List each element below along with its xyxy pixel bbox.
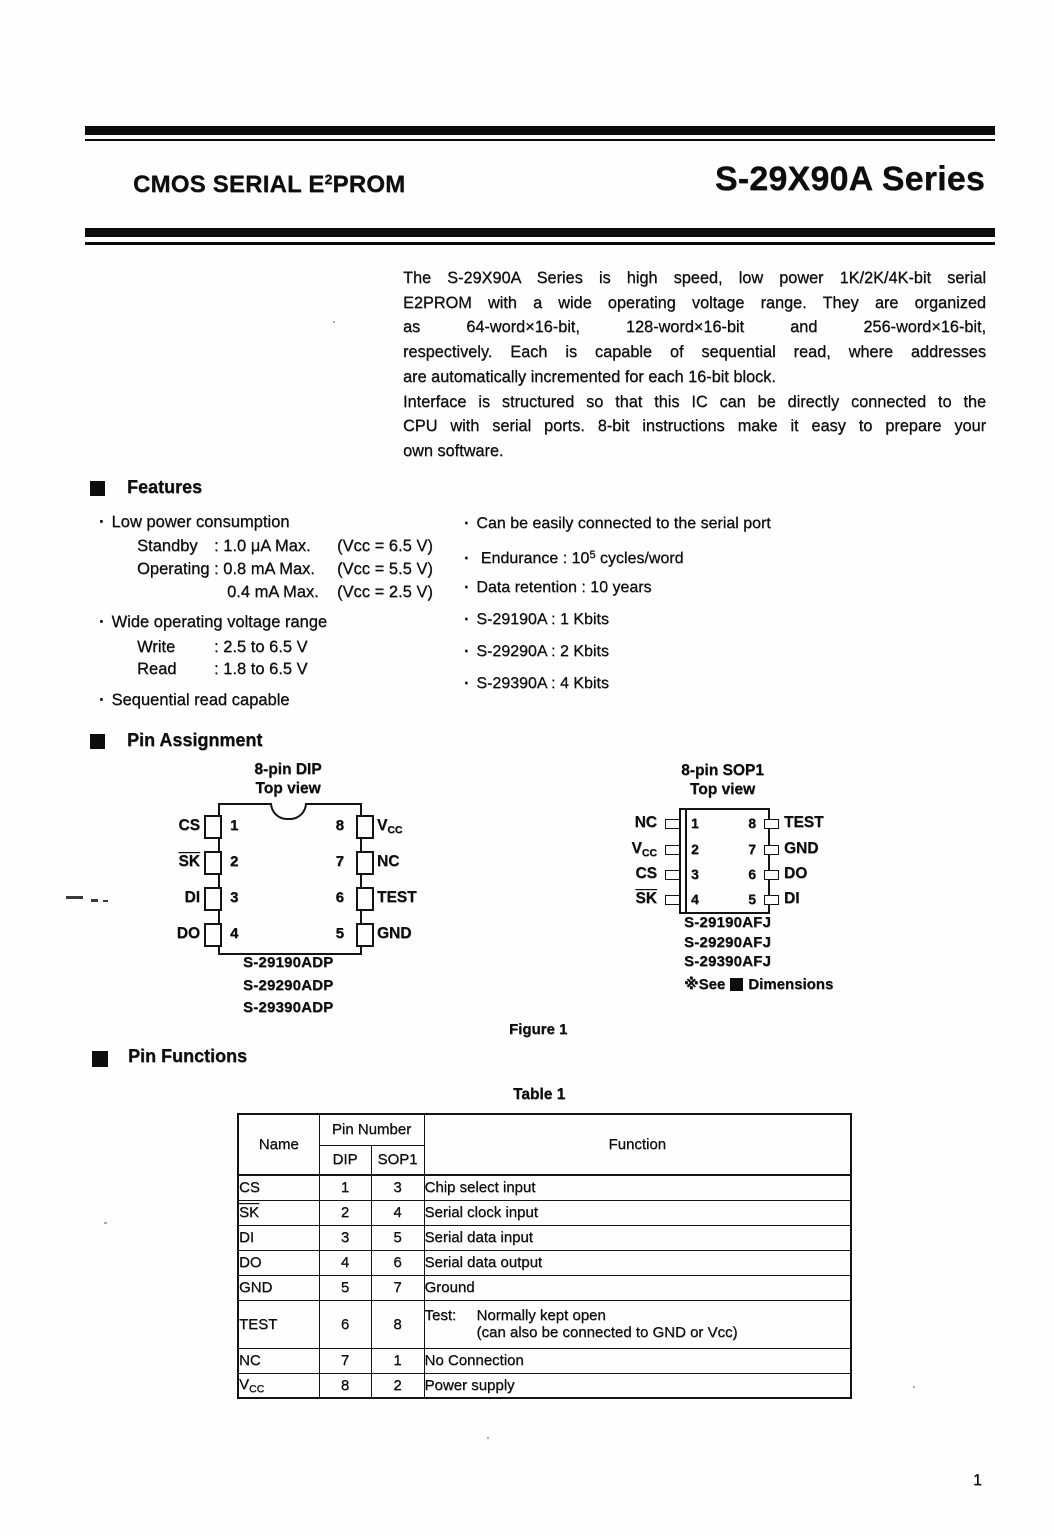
sop-pin-box-6 xyxy=(764,870,779,880)
feature-sub-row xyxy=(137,637,308,658)
header-rule-thick xyxy=(85,228,995,237)
feature-sub-value: : 2.5 to 6.5 V xyxy=(214,638,308,656)
function-cell: Power supply xyxy=(424,1373,851,1398)
top-rule-thick xyxy=(85,126,995,135)
sk-overline-text: $\overline{SK}$ xyxy=(178,853,200,870)
pin-number: 2 xyxy=(230,853,239,870)
col-header-function: Function xyxy=(424,1114,851,1175)
sop-package-title xyxy=(660,761,785,799)
pin-name-cell: DI xyxy=(238,1225,319,1250)
dip-part-numbers xyxy=(243,952,333,1020)
function-cell: Serial clock input xyxy=(424,1200,851,1225)
dip-number-cell: 2 xyxy=(319,1200,371,1225)
sop-pin-box-5 xyxy=(764,895,779,905)
table-row-sk xyxy=(238,1200,851,1225)
pin-label-test: TEST xyxy=(784,814,824,831)
intro-paragraph xyxy=(403,266,986,464)
part-number: S-29290ADP xyxy=(243,976,334,994)
section-square-icon xyxy=(90,734,105,749)
sop-pin-box-8 xyxy=(764,819,779,829)
pin-label-vcc xyxy=(377,816,403,840)
feature-sub-row xyxy=(137,536,433,557)
feature-sub-label: Operating xyxy=(137,560,210,578)
pin-number: 1 xyxy=(230,817,239,834)
feature-sub-condition: (Vcc = 5.5 V) xyxy=(337,560,433,578)
pin-name-cell: TEST xyxy=(238,1300,319,1348)
pin-label-sk xyxy=(148,852,200,872)
pin-name-cell xyxy=(238,1200,319,1225)
dimensions-square-icon xyxy=(730,978,743,991)
pin-number: 7 xyxy=(748,841,756,857)
dip-pin-box-7 xyxy=(356,851,374,875)
top-rule-thin xyxy=(85,139,995,141)
pin-number: 7 xyxy=(335,853,344,870)
pin-label-sk xyxy=(598,889,657,909)
feature-item-sequential-read: · Sequential read capable xyxy=(99,690,289,711)
intro-line: own software. xyxy=(403,441,504,460)
pin-label-do: DO xyxy=(784,865,808,882)
dip-pin-box-6 xyxy=(356,887,374,911)
feature-item-model-4k: · S-29390A : 4 Kbits xyxy=(464,673,609,694)
intro-line: are automatically incremented for each 16-bit block. xyxy=(403,367,776,386)
vcc-text: V xyxy=(631,840,642,857)
function-cell: Serial data output xyxy=(424,1250,851,1275)
feature-sub-condition: (Vcc = 2.5 V) xyxy=(337,583,433,601)
feature-sub-label: Write xyxy=(137,638,176,656)
feature-item-model-1k: · S-29190A : 1 Kbits xyxy=(464,609,609,630)
scan-speck xyxy=(913,1386,915,1388)
feature-sub-value: : 1.8 to 6.5 V xyxy=(214,660,308,678)
table-row-do xyxy=(238,1250,851,1275)
scan-artifact xyxy=(91,899,98,902)
sop-subtitle: Top view xyxy=(689,781,756,798)
pin-number: 8 xyxy=(748,815,756,831)
pin-label-gnd: GND xyxy=(784,840,819,857)
sop-number-cell: 8 xyxy=(371,1300,424,1348)
function-cell: Ground xyxy=(424,1275,851,1300)
table-row-test xyxy=(238,1300,851,1348)
feature-sub-label xyxy=(137,582,214,603)
dip-pin-box-8 xyxy=(356,815,374,839)
scan-speck xyxy=(487,1437,489,1439)
pin-label-cs: CS xyxy=(178,817,200,834)
function-cell: Chip select input xyxy=(424,1175,851,1200)
vcc-subscript: CC xyxy=(387,824,403,836)
intro-line: E2PROM with a wide operating voltage range. They are organized xyxy=(403,293,986,312)
feature-sub-label: Standby xyxy=(137,537,198,555)
note-dimensions-text: Dimensions xyxy=(748,975,834,993)
feature-sub-value: : 0.8 mA Max. xyxy=(214,560,315,578)
vcc-text: V xyxy=(377,817,388,834)
document-type-title xyxy=(133,171,405,199)
sop-part-numbers xyxy=(684,913,771,972)
section-square-icon xyxy=(92,1051,108,1067)
pin-label-di: DI xyxy=(184,889,200,906)
sop-pin-box-4 xyxy=(665,895,680,905)
endurance-text-post: cycles/word xyxy=(595,550,684,567)
intro-line: respectively. Each is capable of sequential read, where addresses xyxy=(403,343,986,362)
function-cell: No Connection xyxy=(424,1348,851,1373)
pin-number: 4 xyxy=(230,925,239,942)
pin-name-cell: NC xyxy=(238,1348,319,1373)
test-line1: Normally kept open xyxy=(476,1307,606,1324)
table-row-vcc xyxy=(238,1373,851,1398)
sop-pin-box-7 xyxy=(764,845,779,855)
pin-number: 4 xyxy=(691,891,699,907)
pin-label-test: TEST xyxy=(377,889,417,906)
table-caption: Table 1 xyxy=(513,1086,566,1103)
document-type-text: CMOS SERIAL E xyxy=(133,171,325,198)
col-header-sop: SOP1 xyxy=(371,1145,424,1175)
intro-line: Interface is structured so that this IC can be directly connected to the xyxy=(403,392,986,411)
vcc-text: V xyxy=(239,1375,250,1393)
col-header-dip: DIP xyxy=(319,1145,371,1175)
scan-artifact xyxy=(103,900,108,902)
endurance-text: Endurance : 10 xyxy=(480,550,590,567)
section-square-icon xyxy=(90,481,105,496)
col-header-name: Name xyxy=(238,1114,319,1175)
dip-number-cell: 1 xyxy=(319,1175,371,1200)
dip-number-cell: 5 xyxy=(319,1275,371,1300)
sop-number-cell: 7 xyxy=(371,1275,424,1300)
figure-caption: Figure 1 xyxy=(509,1021,568,1038)
sop-pin-box-2 xyxy=(665,845,680,855)
sop-number-cell: 3 xyxy=(371,1175,424,1200)
dip-title: 8-pin DIP xyxy=(254,761,322,778)
table-row-nc xyxy=(238,1348,851,1373)
sop-number-cell: 5 xyxy=(371,1225,424,1250)
see-dimensions-note xyxy=(684,975,833,993)
part-number: S-29390ADP xyxy=(243,999,334,1016)
pin-number: 6 xyxy=(748,866,756,882)
dip-subtitle: Top view xyxy=(255,780,321,797)
intro-line: The S-29X90A Series is high speed, low power 1K/2K/4K-bit serial xyxy=(403,269,986,287)
test-label: Test: xyxy=(424,1307,457,1324)
pin-label-do: DO xyxy=(176,925,200,942)
pin-number: 3 xyxy=(230,889,239,906)
pin-number: 5 xyxy=(335,925,344,942)
col-header-pin-number: Pin Number xyxy=(319,1114,424,1145)
pin-label-gnd: GND xyxy=(377,925,412,942)
sk-overline-text: $\overline{SK}$ xyxy=(635,890,657,907)
table-row-gnd xyxy=(238,1275,851,1300)
feature-sub-value: 0.4 mA Max. xyxy=(227,583,319,601)
feature-item-data-retention: · Data retention : 10 years xyxy=(464,577,652,598)
intro-line: CPU with serial ports. 8-bit instructions make it easy to prepare your xyxy=(403,417,986,436)
scan-artifact xyxy=(66,896,83,899)
sop-title: 8-pin SOP1 xyxy=(681,762,764,779)
endurance-exponent: 5 xyxy=(589,549,596,561)
sop-pin-box-3 xyxy=(665,870,680,880)
pin-functions-table xyxy=(237,1113,852,1399)
pin-number: 6 xyxy=(335,889,344,906)
feature-item-endurance xyxy=(464,545,683,569)
feature-sub-label: Read xyxy=(137,660,177,678)
scan-speck xyxy=(104,1222,107,1224)
feature-item-serial-port: · Can be easily connected to the serial port xyxy=(464,513,771,534)
page-number: 1 xyxy=(973,1472,982,1489)
dip-number-cell: 8 xyxy=(319,1373,371,1398)
sk-overline-text: $\overline{SK}$ xyxy=(239,1204,260,1221)
table-row-di xyxy=(238,1225,851,1250)
sop-pin-box-1 xyxy=(665,819,680,829)
intro-line: as 64-word×16-bit, 128-word×16-bit and 256-word×16-bit, xyxy=(403,318,986,337)
series-title: S-29X90A Series xyxy=(714,160,985,198)
pin-name-cell xyxy=(238,1373,319,1398)
pin-functions-heading: Pin Functions xyxy=(128,1046,247,1066)
feature-item-model-2k: · S-29290A : 2 Kbits xyxy=(464,641,609,662)
sop-number-cell: 2 xyxy=(371,1373,424,1398)
function-cell xyxy=(424,1300,851,1348)
pin-number: 8 xyxy=(335,817,344,834)
vcc-subscript: CC xyxy=(249,1382,265,1395)
features-heading: Features xyxy=(127,477,203,497)
scan-speck xyxy=(333,321,335,323)
feature-sub-value: : 1.0 μA Max. xyxy=(214,537,311,555)
table-row-cs xyxy=(238,1175,851,1200)
pin-label-nc: NC xyxy=(634,814,657,831)
header-rule-thin xyxy=(85,242,995,245)
pin-number: 1 xyxy=(691,815,699,831)
test-line2: (can also be connected to GND or Vcc) xyxy=(476,1324,738,1341)
sop-number-cell: 1 xyxy=(371,1348,424,1373)
pin-name-cell: CS xyxy=(238,1175,319,1200)
feature-sub-row xyxy=(137,559,433,580)
pin-label-nc: NC xyxy=(377,853,400,870)
sop-number-cell: 6 xyxy=(371,1250,424,1275)
vcc-subscript: CC xyxy=(641,847,657,859)
dip-package-title xyxy=(218,760,358,798)
part-number: S-29390AFJ xyxy=(684,953,772,970)
feature-sub-row xyxy=(137,582,433,603)
pin-name-cell: GND xyxy=(238,1275,319,1300)
pin-number: 2 xyxy=(691,841,699,857)
dip-pin-box-4 xyxy=(204,923,222,947)
dip-pin-box-2 xyxy=(204,851,222,875)
part-number: S-29190ADP xyxy=(243,954,334,971)
pin-number: 5 xyxy=(748,891,756,907)
pin-assignment-heading: Pin Assignment xyxy=(127,730,263,750)
feature-item-low-power: · Low power consumption xyxy=(99,512,289,533)
pin-number: 3 xyxy=(691,866,699,882)
document-type-text-post: PROM xyxy=(332,171,406,198)
superscript-2: 2 xyxy=(324,171,333,187)
dip-number-cell: 4 xyxy=(319,1250,371,1275)
function-cell: Serial data input xyxy=(424,1225,851,1250)
sop-number-cell: 4 xyxy=(371,1200,424,1225)
dip-number-cell: 7 xyxy=(319,1348,371,1373)
feature-item-voltage-range: · Wide operating voltage range xyxy=(99,612,327,633)
feature-sub-condition: (Vcc = 6.5 V) xyxy=(337,537,433,555)
dip-pin-box-1 xyxy=(204,815,222,839)
part-number: S-29190AFJ xyxy=(684,914,772,931)
note-see-text: ※See xyxy=(684,976,726,993)
pin-label-di: DI xyxy=(784,890,800,907)
pin-name-cell: DO xyxy=(238,1250,319,1275)
dip-number-cell: 3 xyxy=(319,1225,371,1250)
feature-sub-row xyxy=(137,659,308,680)
dip-pin-box-5 xyxy=(356,923,374,947)
dip-number-cell: 6 xyxy=(319,1300,371,1348)
pin-label-cs: CS xyxy=(635,865,657,882)
dip-pin-box-3 xyxy=(204,887,222,911)
part-number: S-29290AFJ xyxy=(684,933,772,951)
pin-label-vcc xyxy=(598,839,657,863)
